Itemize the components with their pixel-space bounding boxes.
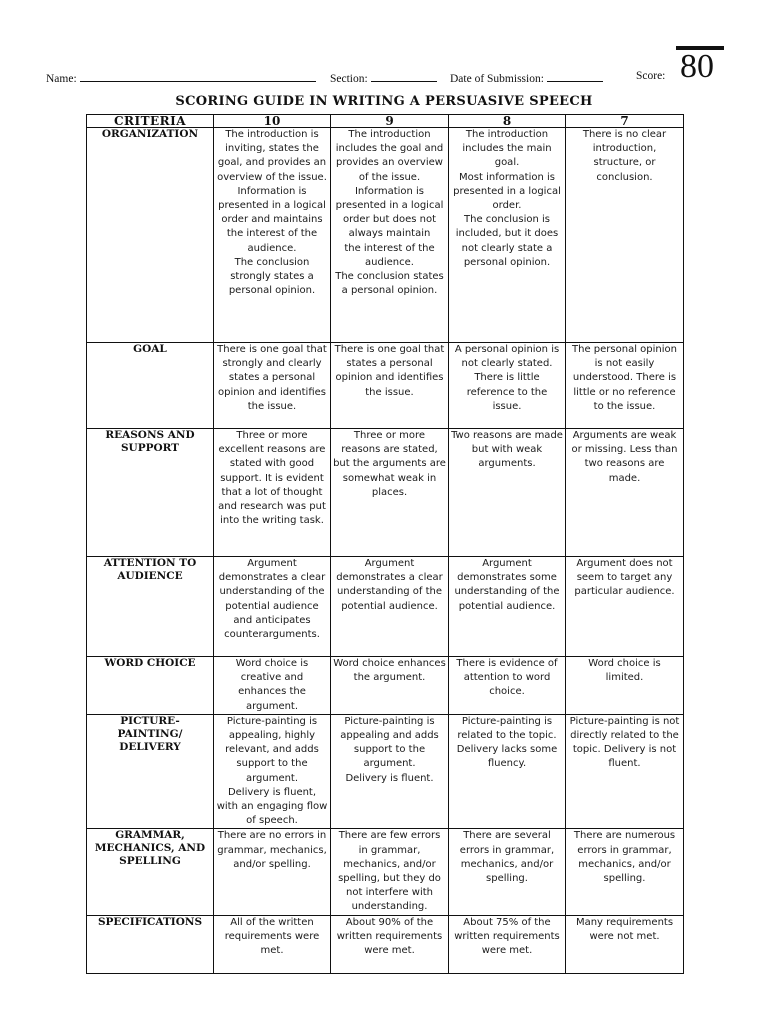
- section-label: Section:: [330, 73, 368, 85]
- criterion-word-choice: WORD CHOICE: [87, 657, 214, 715]
- cell-text: Word choice is creative and enhances the argument.: [235, 658, 309, 712]
- criterion-specifications: SPECIFICATIONS: [87, 915, 214, 973]
- cell-text: There are few errors in grammar, mechanics, and/or spelling, but they do not interfere with understanding.: [338, 830, 441, 913]
- cell-audience-10: [214, 557, 331, 657]
- form-header: [46, 46, 726, 86]
- table-row-organization: [87, 128, 684, 343]
- cell-text: Argument does not seem to target any particular audience.: [574, 558, 675, 598]
- score-label: Score:: [636, 70, 666, 82]
- cell-word-choice-9: [331, 657, 449, 715]
- score-field: [636, 70, 665, 82]
- cell-specifications-9: [331, 915, 449, 973]
- criterion-organization: ORGANIZATION: [87, 128, 214, 343]
- cell-organization-9: [331, 128, 449, 343]
- cell-text: There is no clear introduction, structure, or conclusion.: [582, 129, 667, 183]
- table-row-specifications: [87, 915, 684, 973]
- criterion-attention-to-audience: ATTENTION TO AUDIENCE: [87, 557, 214, 657]
- cell-text: There is one goal that strongly and clearly states a personal opinion and identifies the issue.: [217, 344, 327, 412]
- cell-delivery-10: [214, 714, 331, 829]
- date-blank[interactable]: [547, 70, 603, 82]
- cell-grammar-7: [566, 829, 684, 915]
- cell-goal-10: [214, 343, 331, 429]
- page-title: SCORING GUIDE IN WRITING A PERSUASIVE SPEECH: [175, 94, 593, 109]
- cell-specifications-7: [566, 915, 684, 973]
- cell-grammar-9: [331, 829, 449, 915]
- cell-word-choice-10: [214, 657, 331, 715]
- cell-text: There are several errors in grammar, mechanics, and/or spelling.: [459, 830, 555, 885]
- cell-text: The introduction includes the goal and provides an overview of the issue. Information is presented in a logical order but does not always maintain the interest of the audience. The conclusion states a personal opinion.: [335, 129, 444, 297]
- column-header-8: 8: [449, 115, 566, 128]
- name-blank[interactable]: [80, 70, 316, 82]
- cell-text: Picture-painting is appealing, highly relevant, and adds support to the argument. Delivery is fluent, with an engaging flow of speech.: [216, 715, 328, 827]
- score-value: 80: [680, 48, 714, 85]
- table-header-row: [87, 115, 684, 128]
- table-row-grammar: [87, 829, 684, 915]
- cell-text: Argument demonstrates a clear understanding of the potential audience.: [336, 558, 443, 612]
- cell-grammar-10: [214, 829, 331, 915]
- cell-audience-7: [566, 557, 684, 657]
- date-field[interactable]: [450, 70, 603, 85]
- cell-text: Argument demonstrates some understanding of the potential audience.: [454, 558, 560, 612]
- cell-audience-8: [449, 557, 566, 657]
- cell-text: Three or more reasons are stated, but the arguments are somewhat weak in places.: [333, 430, 446, 498]
- cell-goal-8: [449, 343, 566, 429]
- column-header-9: 9: [331, 115, 449, 128]
- cell-text: The introduction is inviting, states the goal, and provides an overview of the issue. Information is presented in a logical order and maintains the interest of the audience. The conclusion strongly states a personal opinion.: [217, 129, 327, 297]
- column-header-10: 10: [214, 115, 331, 128]
- cell-text: Picture-painting is appealing and adds support to the argument. Delivery is fluent.: [340, 715, 439, 784]
- criterion-grammar-mechanics-spelling: GRAMMAR, MECHANICS, AND SPELLING: [87, 829, 214, 915]
- cell-delivery-9: [331, 714, 449, 829]
- table-row-word-choice: [87, 657, 684, 715]
- cell-organization-7: [566, 128, 684, 343]
- cell-text: Picture-painting is not directly related to the topic. Delivery is not fluent.: [569, 715, 680, 770]
- cell-reasons-7: [566, 429, 684, 557]
- cell-specifications-8: [449, 915, 566, 973]
- cell-text: Word choice enhances the argument.: [333, 658, 446, 684]
- cell-word-choice-7: [566, 657, 684, 715]
- criterion-reasons-and-support: REASONS AND SUPPORT: [87, 429, 214, 557]
- cell-text: Picture-painting is related to the topic. Delivery lacks some fluency.: [456, 715, 558, 770]
- cell-reasons-9: [331, 429, 449, 557]
- table-row-delivery: [87, 714, 684, 829]
- criterion-goal: GOAL: [87, 343, 214, 429]
- scoring-rubric-table: [86, 114, 684, 974]
- cell-text: Arguments are weak or missing. Less than two reasons are made.: [571, 430, 678, 484]
- name-label: Name:: [46, 73, 77, 85]
- cell-text: Three or more excellent reasons are stated with good support. It is evident that a lot of thought and research was put into the writing task.: [218, 430, 326, 527]
- cell-text: The personal opinion is not easily understood. There is little or no reference to the issue.: [572, 344, 677, 412]
- cell-text: There are no errors in grammar, mechanics, and/or spelling.: [217, 830, 327, 870]
- cell-text: There is one goal that states a personal opinion and identifies the issue.: [334, 344, 445, 398]
- cell-organization-8: [449, 128, 566, 343]
- cell-specifications-10: [214, 915, 331, 973]
- cell-delivery-7: [566, 714, 684, 829]
- table-row-audience: [87, 557, 684, 657]
- cell-text: Word choice is limited.: [588, 658, 661, 684]
- cell-delivery-8: [449, 714, 566, 829]
- cell-text: Argument demonstrates a clear understanding of the potential audience and anticipates counterarguments.: [218, 558, 326, 641]
- cell-goal-9: [331, 343, 449, 429]
- section-blank[interactable]: [371, 70, 437, 82]
- column-header-7: 7: [566, 115, 684, 128]
- criterion-picture-painting-delivery: PICTURE-PAINTING/ DELIVERY: [87, 714, 214, 829]
- cell-reasons-10: [214, 429, 331, 557]
- cell-text: Two reasons are made but with weak arguments.: [451, 430, 563, 470]
- cell-text: About 90% of the written requirements were met.: [336, 916, 443, 957]
- date-label: Date of Submission:: [450, 73, 544, 85]
- cell-text: There is evidence of attention to word choice.: [456, 658, 558, 698]
- cell-text: All of the written requirements were met.: [224, 916, 320, 957]
- table-row-reasons: [87, 429, 684, 557]
- cell-text: About 75% of the written requirements were met.: [454, 916, 560, 957]
- cell-text: There are numerous errors in grammar, mechanics, and/or spelling.: [573, 830, 676, 885]
- section-field[interactable]: [330, 70, 437, 85]
- column-header-criteria: CRITERIA: [87, 115, 214, 128]
- cell-word-choice-8: [449, 657, 566, 715]
- cell-text: Many requirements were not met.: [575, 916, 674, 942]
- cell-audience-9: [331, 557, 449, 657]
- cell-goal-7: [566, 343, 684, 429]
- cell-text: The introduction includes the main goal. Most information is presented in a logical order. The conclusion is included, but it does not clearly state a personal opinion.: [453, 129, 561, 268]
- name-field[interactable]: [46, 70, 316, 85]
- cell-text: A personal opinion is not clearly stated. There is little reference to the issue.: [454, 344, 560, 412]
- cell-reasons-8: [449, 429, 566, 557]
- cell-grammar-8: [449, 829, 566, 915]
- cell-organization-10: [214, 128, 331, 343]
- table-row-goal: [87, 343, 684, 429]
